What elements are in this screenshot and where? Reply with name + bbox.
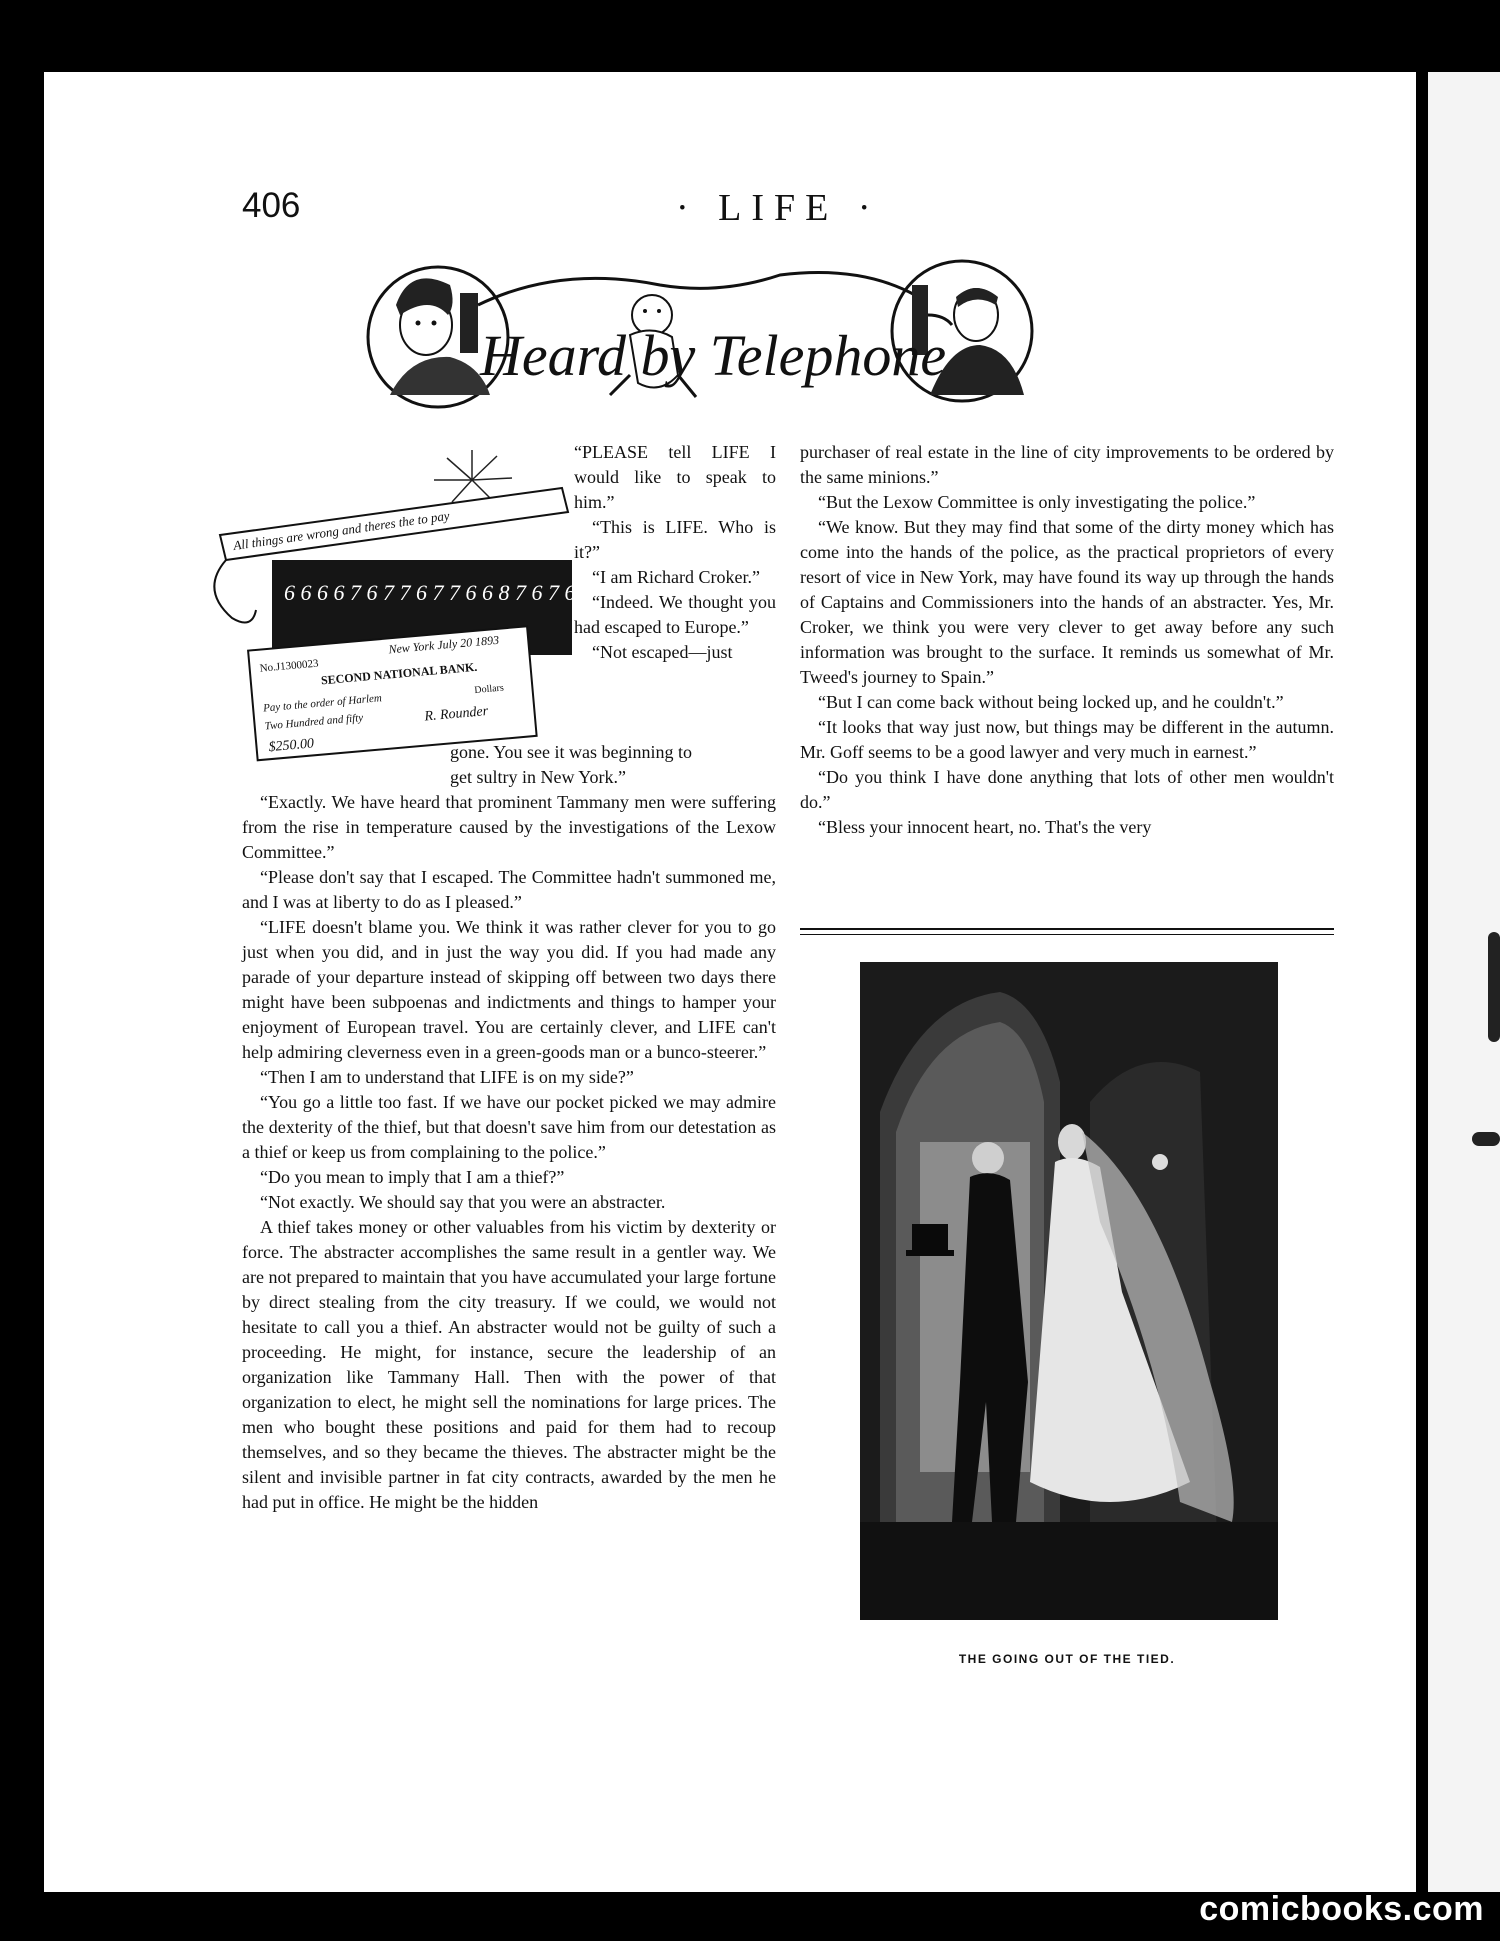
header-script-title: Heard by Telephone — [480, 323, 947, 388]
paragraph: “You go a little too fast. If we have our pocket picked we may admire the dexterity of the thief, but that doesn't save him from our detestation as a thief or keep us from complaining to the police.” — [242, 1092, 776, 1162]
adjacent-page-edge — [1428, 72, 1500, 1892]
text-line: gone. You see it was beginning to — [450, 742, 692, 762]
paragraph: A thief takes money or other valuables from his victim by dexterity or force. The abstracter accomplishes the same result in a gentler way. We are not prepared to maintain that you have accumulated your large fortune by direct stealing from the city treasury. If we could, we would not hesitate to call you a thief. An abstracter would not be guilty of such a proceeding. He might, for instance, secure the leadership of an organization like Tammany Hall. Then with the power of that organization to elect, he might sell the nominations for large prices. The men who bought these positions and paid for them had to recoup themselves, and so they became the thieves. The abstracter might be the silent and invisible partner in fat city contracts, awarded by the men he had put in office. He might be the hidden — [242, 1217, 776, 1512]
check-pay-line: Pay to the order of Harlem — [262, 692, 383, 715]
paragraph: “Not escaped—just — [592, 642, 733, 662]
masthead-title: · LIFE · — [676, 187, 881, 229]
article-column-right — [800, 440, 1334, 840]
wedding-illustration — [860, 962, 1278, 1620]
page-number: 406 — [242, 186, 301, 225]
paragraph: “PLEASE tell LIFE I would like to speak to him.” — [574, 442, 776, 512]
ink-mark — [1472, 1132, 1500, 1146]
paragraph: “Do you think I have done anything that lots of other men wouldn't do.” — [800, 767, 1334, 812]
double-rule — [800, 928, 1334, 930]
paragraph: “Please don't say that I escaped. The Committee hadn't summoned me, and I was at liberty to do as I pleased.” — [242, 867, 776, 912]
check-bank: SECOND NATIONAL BANK. — [320, 659, 478, 688]
ink-mark — [1488, 932, 1500, 1042]
check-dollars: Dollars — [473, 682, 505, 697]
banner-text: All things are wrong and theres the to pay — [232, 507, 451, 553]
header-illustration — [360, 245, 1040, 420]
check-number: No.J1300023 — [259, 657, 319, 675]
paragraph: “Indeed. We thought you had escaped to Europe.” — [574, 592, 776, 637]
watermark: comicbooks.com — [1199, 1890, 1484, 1928]
scribble-numbers: 6 6 6 6 7 6 7 7 6 7 7 6 6 8 7 6 7 6 6 7 7 — [284, 580, 625, 605]
paragraph: “This is LIFE. Who is it?” — [574, 517, 776, 562]
paragraph: “We know. But they may find that some of the dirty money which has come into the hands of the police, as the practical proprietors of every resort of vice in New York, may have found its way up through the hands of Captains and Commissioners into the hands of an abstracter. Yes, Mr. Croker, we think you were very clever to get away before any such information was brought to the surface. It reminds us somewhat of Mr. Tweed's journey to Spain.” — [800, 517, 1334, 687]
check-illustration — [212, 450, 625, 770]
illustration-drawing — [860, 962, 1278, 1620]
check-amount: $250.00 — [267, 736, 315, 756]
paragraph: purchaser of real estate in the line of city improvements to be ordered by the same minions.” — [800, 442, 1334, 487]
paragraph: “Not exactly. We should say that you were an abstracter. — [260, 1192, 666, 1212]
check-amount-words: Two Hundred and fifty — [264, 711, 364, 733]
paragraph: “LIFE doesn't blame you. We think it was rather clever for you to go just when you did, and in just the way you did. If you had made any parade of your departure instead of skipping off between two days there might have been subpoenas and indictments and things to hamper your enjoyment of European travel. You are certainly clever, and LIFE can't help admiring cleverness even in a green-goods man or a bunco-steerer.” — [242, 917, 776, 1062]
text-line: get sultry in New York.” — [450, 767, 626, 787]
paragraph: “Bless your innocent heart, no. That's the very — [818, 817, 1152, 837]
check-signature: R. Rounder — [423, 703, 489, 725]
article-column-left — [242, 790, 776, 1515]
paragraph: “But the Lexow Committee is only investigating the police.” — [818, 492, 1256, 512]
double-rule — [800, 934, 1334, 935]
paragraph: “It looks that way just now, but things may be different in the autumn. Mr. Goff seems to be a good lawyer and very much in earnest.” — [800, 717, 1334, 762]
article-column-left-top — [574, 440, 776, 665]
paragraph: “I am Richard Croker.” — [592, 567, 760, 587]
telephone-wire — [478, 273, 915, 306]
paragraph: “But I can come back without being locked up, and he couldn't.” — [818, 692, 1284, 712]
paragraph: “Do you mean to imply that I am a thief?” — [260, 1167, 565, 1187]
paragraph: “Then I am to understand that LIFE is on my side?” — [260, 1067, 634, 1087]
illustration-caption: THE GOING OUT OF THE TIED. — [958, 1652, 1176, 1666]
paragraph: “Exactly. We have heard that prominent Tammany men were suffering from the rise in temperature caused by the investigations of the Lexow Committee.” — [242, 792, 776, 862]
article-column-left-mid — [450, 740, 776, 790]
check-date: New York July 20 1893 — [387, 632, 500, 657]
